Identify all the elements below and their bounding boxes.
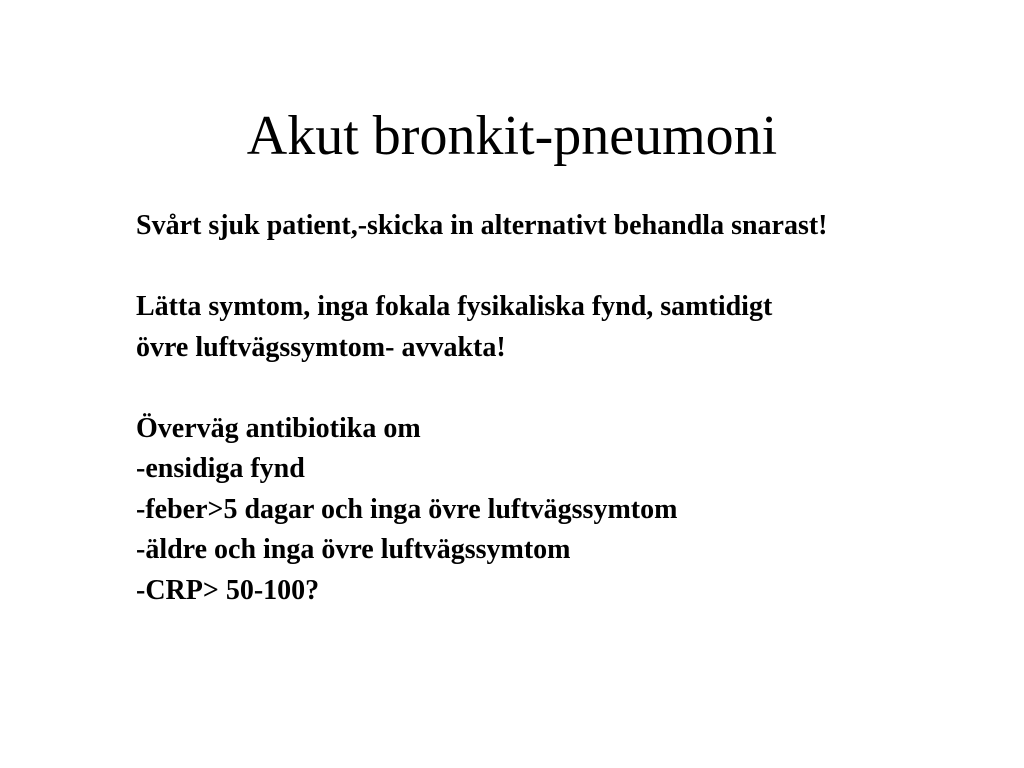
text-line: övre luftvägssymtom- avvakta! bbox=[136, 331, 506, 363]
text-line: Svårt sjuk patient,-skicka in alternativt behandla snarast! bbox=[136, 210, 828, 241]
criteria-item: -CRP> 50-100? bbox=[136, 574, 320, 606]
criteria-item: -feber>5 dagar och inga övre luftvägssymtom bbox=[136, 493, 678, 525]
criteria-item: -äldre och inga övre luftvägssymtom bbox=[136, 534, 571, 565]
text-line: Överväg antibiotika om bbox=[136, 412, 421, 444]
text-line: Lätta symtom, inga fokala fysikaliska fynd, samtidigt bbox=[136, 291, 773, 322]
slide-body bbox=[136, 206, 1006, 611]
paragraph-antibiotics-criteria bbox=[136, 409, 1006, 612]
slide-title: Akut bronkit-pneumoni bbox=[246, 105, 778, 167]
paragraph-urgent bbox=[136, 206, 1006, 247]
criteria-item: -ensidiga fynd bbox=[136, 453, 305, 484]
paragraph-mild-symptoms bbox=[136, 287, 1006, 368]
